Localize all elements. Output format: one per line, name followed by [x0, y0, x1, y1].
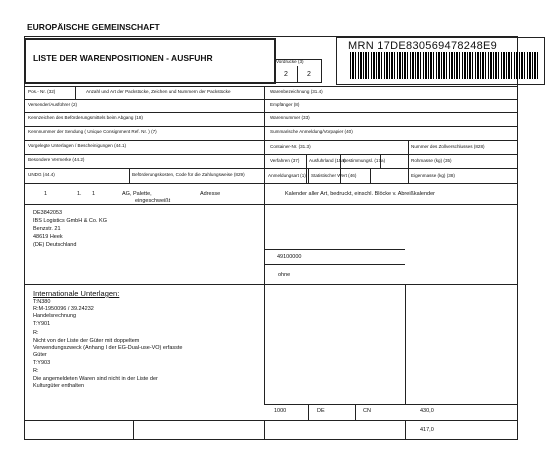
ausfuhrland-value: DE — [317, 408, 325, 414]
address-line-3: Benzstr. 21 — [33, 226, 61, 232]
empfaenger-label: Empfänger (8) — [270, 102, 300, 107]
vordrucke-total: 2 — [307, 71, 311, 78]
docs-line-10: R: — [33, 368, 39, 374]
address-line-4: 48619 Heek — [33, 234, 63, 240]
docs-line-2: R:M-1950096 / 39.24232 — [33, 306, 94, 312]
goods-description: Kalender aller Art, bedruckt, einschl. Blöcke v. Abreißkalender — [285, 191, 436, 197]
rohmasse-value: 430,0 — [420, 408, 434, 414]
doc-title: LISTE DER WARENPOSITIONEN - AUSFUHR — [33, 53, 213, 63]
versender-label: Versender/Ausführer (2) — [28, 102, 78, 107]
bestimmungsland-label: Bestimmungsl. (17a) — [343, 158, 386, 163]
pos-nr-label: Pos.- Nr. (32) — [28, 89, 56, 94]
docs-line-4: T:Y901 — [33, 321, 51, 327]
verfahren-value: 1000 — [274, 408, 287, 414]
address-word: Adresse — [200, 191, 221, 197]
item-pos: 1 — [44, 191, 48, 197]
warennummer-label: Warennummer (33) — [270, 115, 310, 120]
docs-line-12: Kulturgüter enthalten — [33, 383, 85, 389]
docs-line-5: R: — [33, 330, 39, 336]
pkg-type: AG, Palette, — [122, 191, 152, 197]
container-label: Container-Nr. (31.3) — [270, 144, 311, 149]
container-value: ohne — [278, 272, 291, 278]
warennummer-value: 49100000 — [277, 254, 302, 260]
zollverschluesse-label: Nummer des Zollverschlusses (828) — [411, 144, 485, 149]
statistischer-wert-label: Statistischer Wert (46) — [311, 173, 357, 178]
mrn-barcode — [350, 52, 538, 79]
docs-line-6: Nicht von der Liste der Güter mit doppeltem — [33, 338, 140, 344]
pkg-state: eingeschweißt — [135, 198, 171, 204]
undg-label: UNDG (44.4) — [28, 172, 55, 177]
summarische-label: Summarische Anmeldung/Vorpapier (40) — [270, 129, 353, 134]
vordrucke-current: 2 — [284, 71, 288, 78]
mrn-number: MRN 17DE830569478248E9 — [348, 40, 498, 52]
address-line-2: IBS Logistics GmbH & Co. KG — [33, 218, 107, 224]
community-title: EUROPÄISCHE GEMEINSCHAFT — [27, 22, 160, 32]
address-line-1: DE3842053 — [33, 210, 63, 216]
rohmasse-label: Rohmasse (kg) (35) — [411, 158, 452, 163]
kennzeichen-label: Kennzeichen des Beförderungsmittels beim Abgang (18) — [28, 115, 143, 120]
docs-line-7: Verwendungszweck (Anhang I der EG-Dual-use-VO) erfasste — [33, 345, 183, 351]
docs-line-1: T:N380 — [33, 299, 51, 305]
vorgelegte-label: Vorgelegte Unterlagen / Bescheinigungen (44.1) — [28, 143, 127, 148]
eigenmasse-value: 417,0 — [420, 427, 434, 433]
vordrucke-label: Vordrucke (3) — [276, 59, 304, 64]
ausfuhrland-label: Ausfuhrland (15a) — [309, 158, 346, 163]
warenbezeichnung-label: Warenbezeichnung (31.4) — [270, 89, 323, 94]
docs-line-8: Güter — [33, 352, 47, 358]
docs-line-11: Die angemeldeten Waren sind nicht in der Liste der — [33, 376, 158, 382]
eigenmasse-label: Eigenmasse (kg) (38) — [411, 173, 455, 178]
kennnummer-label: Kennnummer der Sendung ( Unique Consignment Ref. Nr. ) (7) — [28, 129, 157, 134]
address-line-5: (DE) Deutschland — [33, 242, 77, 248]
docs-line-9: T:Y903 — [33, 360, 51, 366]
bestimmungsland-value: CN — [363, 408, 371, 414]
item-qty: 1. — [77, 191, 82, 197]
anmeldungsart-label: Anmeldungsart (1) — [268, 173, 306, 178]
packages-label: Anzahl und Art der Packstücke, Zeichen und Nummern der Packstücke — [86, 89, 231, 94]
pkg-count: 1 — [92, 191, 96, 197]
befoerderungskosten-label: Beförderungskosten, Code für die Zahlungsweise (829) — [132, 172, 245, 177]
docs-heading: Internationale Unterlagen: — [33, 289, 120, 298]
besondere-label: Besondere Vermerke (44.2) — [28, 157, 85, 162]
docs-line-3: Handelsrechnung — [33, 313, 77, 319]
verfahren-label: Verfahren (37) — [270, 158, 300, 163]
